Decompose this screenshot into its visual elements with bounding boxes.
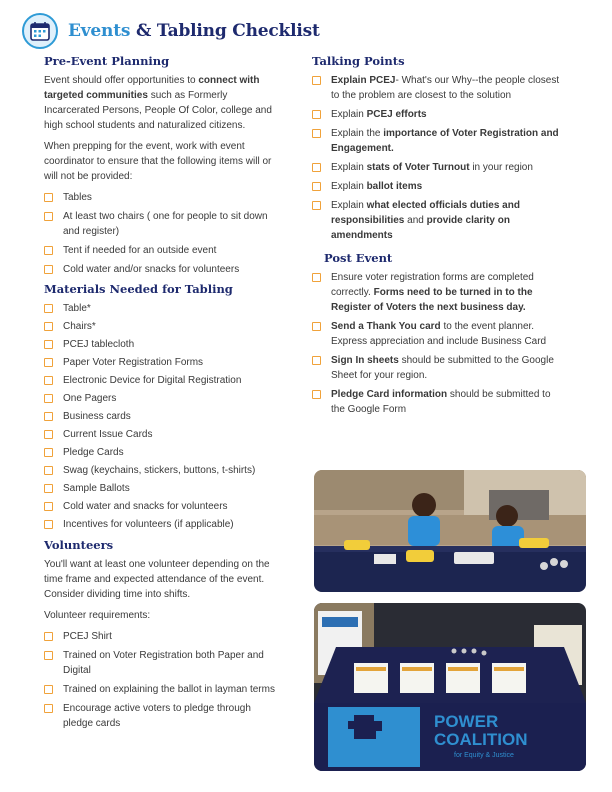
pre-event-paragraph-2: When prepping for the event, work with event coordinator to ensure that the following items will or will not be provided: — [44, 141, 272, 182]
item-label: Electronic Device for Digital Registration — [63, 375, 242, 386]
item-label: One Pagers — [63, 393, 117, 404]
checkbox-icon[interactable] — [312, 76, 321, 85]
item-label: PCEJ tablecloth — [63, 339, 135, 350]
checklist-item[interactable] — [44, 463, 280, 478]
checkbox-icon[interactable] — [312, 356, 321, 365]
tabling-photo-table — [314, 603, 586, 771]
checklist-item[interactable] — [44, 499, 280, 514]
item-label: Trained on Voter Registration both Paper and Digital — [63, 650, 264, 676]
title-accent: Events — [68, 21, 131, 41]
materials-checklist — [44, 301, 280, 532]
checklist-item[interactable] — [44, 701, 280, 731]
text-bold: stats of Voter Turnout — [366, 162, 470, 173]
text-bold: ballot items — [366, 181, 423, 192]
item-label: Paper Voter Registration Forms — [63, 357, 204, 368]
checklist-item[interactable] — [44, 445, 280, 460]
title-rest: & Tabling Checklist — [135, 21, 320, 41]
checkbox-icon[interactable] — [44, 193, 53, 202]
checkbox-icon[interactable] — [44, 484, 53, 493]
checkbox-icon[interactable] — [44, 502, 53, 511]
text: Explain — [331, 109, 367, 120]
banner-tagline: for Equity & Justice — [454, 752, 514, 759]
post-event-heading: Post Event — [324, 251, 393, 265]
checklist-item[interactable] — [44, 190, 280, 205]
text: and — [404, 215, 427, 226]
checklist-item[interactable] — [44, 629, 280, 644]
checklist-item[interactable] — [312, 126, 562, 156]
checklist-item[interactable] — [312, 73, 562, 103]
left-column — [44, 54, 280, 735]
right-column — [312, 54, 562, 421]
checklist-item[interactable] — [312, 198, 562, 243]
item-label: PCEJ Shirt — [63, 631, 112, 642]
checklist-item[interactable] — [44, 391, 280, 406]
checkbox-icon[interactable] — [44, 394, 53, 403]
volunteers-paragraph-1: You'll want at least one volunteer depending on the time frame and expected attendance of the event. Consider dividing time into shifts. — [44, 559, 270, 600]
checkbox-icon[interactable] — [312, 129, 321, 138]
text-bold: importance of Voter Registration and Engagement. — [331, 128, 559, 154]
checkbox-icon[interactable] — [312, 273, 321, 282]
checklist-item[interactable] — [44, 517, 280, 532]
checklist-item[interactable] — [312, 179, 562, 194]
item-label: Swag (keychains, stickers, buttons, t-shirts) — [63, 465, 256, 476]
checklist-item[interactable] — [44, 427, 280, 442]
text: to the event planner. Express appreciation and include Business Card — [331, 321, 547, 347]
checklist-item[interactable] — [44, 243, 280, 258]
text-bold: what elected officials duties and responsibilities — [331, 200, 520, 226]
checklist-item[interactable] — [44, 409, 280, 424]
volunteers-heading: Volunteers — [44, 538, 114, 552]
text: Explain — [331, 181, 367, 192]
item-label: Chairs* — [63, 321, 96, 332]
checklist-item[interactable] — [44, 301, 280, 316]
volunteers-checklist — [44, 629, 280, 731]
checklist-item[interactable] — [312, 319, 562, 349]
item-label: Tent if needed for an outside event — [63, 245, 217, 256]
checkbox-icon[interactable] — [44, 246, 53, 255]
text: - What's our Why--the people closest to the problem are closest to the solution — [331, 75, 560, 101]
checklist-item[interactable] — [312, 160, 562, 175]
text: Event should offer opportunities to — [44, 75, 199, 86]
page-title — [68, 21, 320, 41]
text: should be submitted to the Google Form — [331, 389, 551, 415]
checkbox-icon[interactable] — [312, 163, 321, 172]
text-bold: PCEJ efforts — [366, 109, 427, 120]
checkbox-icon[interactable] — [44, 632, 53, 641]
item-label: Table* — [63, 303, 91, 314]
item-label: Incentives for volunteers (if applicable) — [63, 519, 234, 530]
pre-event-heading: Pre-Event Planning — [44, 54, 170, 68]
checkbox-icon[interactable] — [44, 430, 53, 439]
volunteers-paragraph-2: Volunteer requirements: — [44, 610, 151, 621]
tabling-photo-volunteers — [314, 470, 586, 592]
item-label: Cold water and/or snacks for volunteers — [63, 264, 240, 275]
checkbox-icon[interactable] — [312, 390, 321, 399]
item-label: Encourage active voters to pledge through pledge cards — [63, 703, 251, 729]
materials-section — [44, 282, 280, 532]
banner-line2: COALITION — [434, 730, 528, 749]
materials-heading: Materials Needed for Tabling — [44, 282, 233, 296]
text: Ensure voter registration forms are completed correctly. — [331, 272, 534, 298]
checklist-item[interactable] — [44, 209, 280, 239]
checklist-item[interactable] — [44, 682, 280, 697]
header — [22, 12, 320, 50]
checkbox-icon[interactable] — [312, 322, 321, 331]
checkbox-icon[interactable] — [44, 358, 53, 367]
checklist-item[interactable] — [44, 648, 280, 678]
checklist-item[interactable] — [44, 337, 280, 352]
talking-points-checklist — [312, 73, 562, 243]
checkbox-icon[interactable] — [44, 322, 53, 331]
checklist-item[interactable] — [44, 262, 280, 277]
text-bold: Forms need to be turned in to the Register of Voters the next business day. — [331, 287, 533, 313]
text: Explain — [331, 162, 367, 173]
checklist-item[interactable] — [312, 353, 562, 383]
post-event-checklist — [312, 270, 562, 417]
checklist-item[interactable] — [44, 373, 280, 388]
checkbox-icon[interactable] — [44, 340, 53, 349]
item-label: Business cards — [63, 411, 131, 422]
text: in your region — [469, 162, 533, 173]
pre-event-checklist — [44, 190, 280, 277]
checklist-item[interactable] — [44, 355, 280, 370]
checkbox-icon[interactable] — [44, 412, 53, 421]
checkbox-icon[interactable] — [44, 265, 53, 274]
checkbox-icon[interactable] — [312, 182, 321, 191]
checklist-item[interactable] — [44, 481, 280, 496]
item-label: Sample Ballots — [63, 483, 130, 494]
text: such as Formerly Incarcerated Persons, People Of Color, college and high school students and naturalized citizens. — [44, 90, 272, 131]
text: should be submitted to the Google Sheet for your region. — [331, 355, 554, 381]
checklist-item[interactable] — [312, 270, 562, 315]
checkbox-icon[interactable] — [312, 201, 321, 210]
checkbox-icon[interactable] — [44, 685, 53, 694]
item-label: Tables — [63, 192, 92, 203]
checkbox-icon[interactable] — [44, 704, 53, 713]
pre-event-paragraph-1 — [44, 73, 280, 133]
checkbox-icon[interactable] — [44, 466, 53, 475]
checkbox-icon[interactable] — [312, 110, 321, 119]
text-bold: connect with targeted communities — [44, 75, 260, 101]
talking-points-section — [312, 54, 562, 243]
checkbox-icon[interactable] — [44, 520, 53, 529]
checkbox-icon[interactable] — [44, 212, 53, 221]
checklist-item[interactable] — [312, 387, 562, 417]
text: Explain the — [331, 128, 384, 139]
calendar-icon — [22, 13, 58, 49]
pre-event-section — [44, 54, 280, 277]
banner-line1: POWER — [434, 712, 499, 731]
text-bold: Pledge Card information — [331, 389, 448, 400]
text-bold: Sign In sheets — [331, 355, 399, 366]
text-bold: Explain PCEJ — [331, 75, 396, 86]
volunteers-section — [44, 538, 280, 731]
text-bold: provide clarity on amendments — [331, 215, 510, 241]
checkbox-icon[interactable] — [44, 448, 53, 457]
checklist-item[interactable] — [44, 319, 280, 334]
item-label: Pledge Cards — [63, 447, 124, 458]
post-event-section — [312, 251, 562, 417]
item-label: At least two chairs ( one for people to sit down and register) — [63, 211, 268, 237]
checklist-item[interactable] — [312, 107, 562, 122]
text-bold: Send a Thank You card — [331, 321, 441, 332]
checkbox-icon[interactable] — [44, 651, 53, 660]
item-label: Trained on explaining the ballot in layman terms — [63, 684, 275, 695]
talking-points-heading: Talking Points — [312, 54, 405, 68]
checkbox-icon[interactable] — [44, 376, 53, 385]
item-label: Current Issue Cards — [63, 429, 153, 440]
item-label: Cold water and snacks for volunteers — [63, 501, 228, 512]
checkbox-icon[interactable] — [44, 304, 53, 313]
text: Explain — [331, 200, 367, 211]
